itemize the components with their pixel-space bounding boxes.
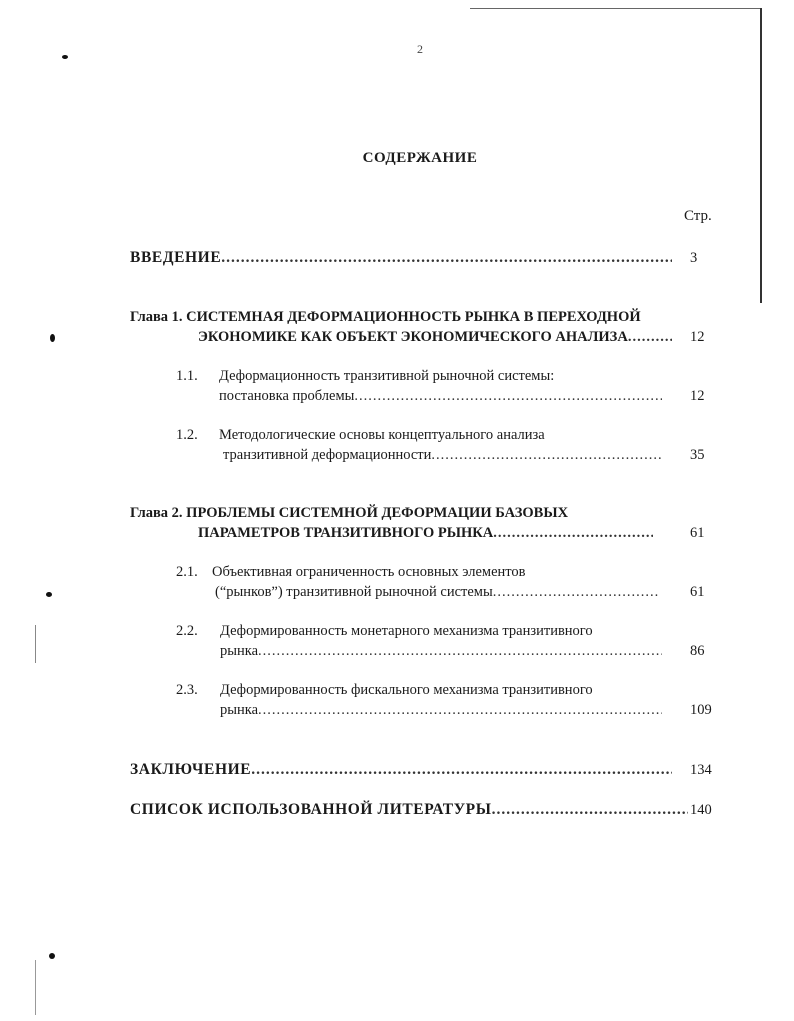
section-1-2-title-line1[interactable]: Методологические основы концептуального анализа	[219, 427, 545, 443]
section-2-3-title-line2: рынка	[220, 702, 259, 718]
leader-dots	[628, 327, 672, 347]
toc-entry-section-1-1[interactable]	[219, 386, 662, 406]
toc-page-number: 35	[690, 447, 705, 463]
toc-entry-label: ВВЕДЕНИЕ	[130, 249, 222, 266]
leader-dots	[354, 386, 662, 406]
toc-page-number: 61	[690, 584, 705, 600]
leader-dots	[221, 248, 672, 268]
toc-page-number: 3	[690, 250, 698, 266]
toc-entry-section-2-3[interactable]	[220, 700, 662, 720]
leader-dots	[258, 700, 662, 720]
toc-page-number: 140	[690, 802, 712, 818]
scan-bottom-left-border	[35, 960, 36, 1015]
toc-entry-intro[interactable]	[130, 248, 672, 268]
leader-dots	[258, 641, 662, 661]
section-2-1-title-line2: (“рынков”) транзитивной рыночной системы	[215, 584, 493, 600]
page-column-label: Стр.	[684, 208, 712, 224]
toc-page-number: 86	[690, 643, 705, 659]
toc-entry-section-2-2[interactable]	[220, 641, 662, 661]
toc-page-number: 12	[690, 329, 705, 345]
section-2-1-title-line1[interactable]: Объективная ограниченность основных элементов	[212, 564, 526, 580]
toc-page-number: 134	[690, 762, 712, 778]
section-number: 1.1.	[176, 368, 198, 384]
toc-entry-section-1-2[interactable]	[223, 445, 662, 465]
leader-dots	[492, 800, 688, 820]
toc-entry-label: СПИСОК ИСПОЛЬЗОВАННОЙ ЛИТЕРАТУРЫ	[130, 801, 492, 818]
section-number: 2.1.	[176, 564, 198, 580]
chapter-1-title-line1[interactable]: Глава 1. СИСТЕМНАЯ ДЕФОРМАЦИОННОСТЬ РЫНКА В ПЕРЕХОДНОЙ	[130, 309, 641, 325]
toc-entry-label: ЗАКЛЮЧЕНИЕ	[130, 761, 252, 778]
section-1-1-title-line2: постановка проблемы	[219, 388, 355, 404]
scan-left-border	[35, 625, 36, 663]
page-number: 2	[417, 42, 423, 56]
section-number: 2.2.	[176, 623, 198, 639]
scan-top-border	[470, 8, 762, 9]
scan-mark	[46, 592, 52, 597]
toc-page-number: 61	[690, 525, 705, 541]
section-2-3-title-line1[interactable]: Деформированность фискального механизма транзитивного	[220, 682, 593, 698]
toc-entry-section-2-1[interactable]	[215, 582, 660, 602]
chapter-2-title-line2: ПАРАМЕТРОВ ТРАНЗИТИВНОГО РЫНКА	[198, 525, 494, 541]
leader-dots	[251, 760, 672, 780]
toc-page-number: 109	[690, 702, 712, 718]
toc-entry-references[interactable]	[130, 800, 688, 820]
leader-dots	[493, 582, 660, 602]
leader-dots	[431, 445, 662, 465]
toc-page-number: 12	[690, 388, 705, 404]
section-1-2-title-line2: транзитивной деформационности	[223, 447, 432, 463]
scan-mark	[49, 953, 55, 959]
chapter-2-title-line1[interactable]: Глава 2. ПРОБЛЕМЫ СИСТЕМНОЙ ДЕФОРМАЦИИ БАЗОВЫХ	[130, 505, 569, 521]
section-2-2-title-line1[interactable]: Деформированность монетарного механизма транзитивного	[220, 623, 593, 639]
chapter-1-title-line2: ЭКОНОМИКЕ КАК ОБЪЕКТ ЭКОНОМИЧЕСКОГО АНАЛИЗА	[198, 329, 628, 345]
section-1-1-title-line1[interactable]: Деформационность транзитивной рыночной системы:	[219, 368, 555, 384]
section-2-2-title-line2: рынка	[220, 643, 259, 659]
toc-entry-chapter-2[interactable]	[198, 523, 653, 543]
section-number: 1.2.	[176, 427, 198, 443]
section-number: 2.3.	[176, 682, 198, 698]
leader-dots	[493, 523, 653, 543]
toc-entry-chapter-1[interactable]	[198, 327, 672, 347]
toc-entry-conclusion[interactable]	[130, 760, 672, 780]
scan-mark	[50, 334, 55, 342]
page-title: СОДЕРЖАНИЕ	[362, 150, 478, 166]
